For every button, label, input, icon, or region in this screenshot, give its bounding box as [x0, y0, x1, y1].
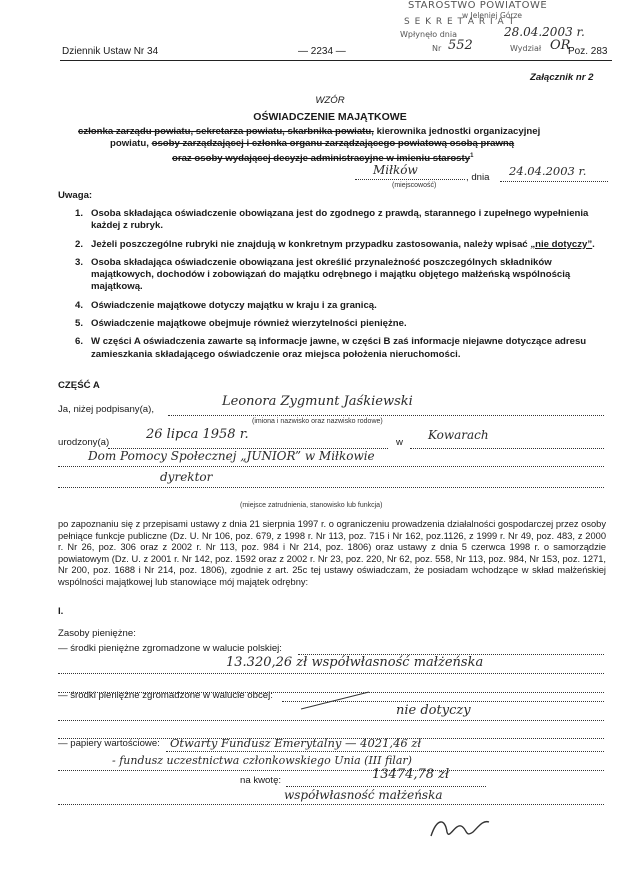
note-item-2: 2. Jeżeli poszczególne rubryki nie znajdują w konkretnym przypadku zastosowania, należy wpisać „nie dotyczy”. — [75, 238, 595, 250]
stamp-line-office: STAROSTWO POWIATOWE — [408, 0, 548, 11]
stamp-number-value: 552 — [448, 38, 473, 53]
position-line — [58, 487, 604, 488]
workplace-value: Dom Pomocy Społecznej „JUNIOR” w Miłkowie — [88, 449, 375, 463]
securities-value-2: - fundusz uczestnictwa członkowskiego Unia (III filar) — [112, 754, 412, 767]
stamp-line-city: w Jeleniej Górze — [462, 11, 522, 20]
signer-label: Ja, niżej podpisany(a), — [58, 404, 154, 415]
note-item-6: 6. W części A oświadczenia zawarte są informacje jawne, w części B zaś informacje niejawne dotyczące adresu zamieszkania składającego oświadczenie oraz miejsca położenia nieruchomości. — [75, 336, 587, 360]
amount-line — [286, 786, 486, 787]
header-rule — [60, 60, 612, 61]
born-label: urodzony(a) — [58, 437, 110, 448]
place-field — [355, 163, 465, 179]
securities-line-2 — [58, 770, 604, 771]
signer-dotted-line — [168, 415, 604, 416]
note-item-1: 1. Osoba składająca oświadczenie obowiązana jest do zgodnego z prawdą, starannego i zupełnego wypełnienia każdej z rubryk. — [75, 208, 589, 232]
workplace-line — [58, 466, 604, 467]
template-label: WZÓR — [315, 95, 345, 106]
amount-label: na kwotę: — [240, 775, 282, 786]
signature-mark — [425, 806, 495, 846]
subtitle-struck-officials: członka zarządu powiatu, sekretarza powiatu, skarbnika powiatu, — [78, 126, 374, 137]
foreign-funds-value: nie dotyczy — [396, 703, 471, 718]
securities-line-1 — [166, 751, 604, 752]
amount-value: 13474,78 zł — [372, 767, 450, 782]
subtitle-line-2 — [110, 138, 610, 150]
journal-name: Dziennik Ustaw Nr 34 — [62, 46, 159, 57]
subtitle-struck-decision-makers: oraz osoby wydającej decyzje administracyjne w imieniu starosty — [172, 153, 471, 165]
note-item-4: 4. Oświadczenie majątkowe dotyczy majątku w kraju i za granicą. — [75, 299, 377, 311]
date-dotted-line — [500, 181, 608, 182]
journal-position: Poz. 283 — [568, 46, 608, 57]
place-dotted-line — [355, 179, 465, 180]
annex-label: Załącznik nr 2 — [530, 72, 594, 83]
legal-basis-paragraph: po zapoznaniu się z przepisami ustawy z dnia 21 sierpnia 1997 r. o ograniczeniu prowadzenia działalności gospodarczej przez osoby pełniące funkcje publiczne (Dz. U. Nr 106, poz. 679, z 1998 r. Nr 113, poz. 715 i Nr 162, poz.1126, z 1999 r. Nr 49, poz. 483, z 2000 r. Nr 26, poz. 306 oraz z 2002 r. Nr 113, poz. 984 i Nr 214, poz. 1806) oraz ustawy z dnia 5 czerwca 1998 r. o samorządzie powiatowym (Dz. U. z 2001 r. Nr 142, poz. 1592 oraz z 2002 r. Nr 23, poz. 220, Nr 62, poz. 558, Nr 113, poz. 984, Nr 153, poz. 1271, Nr 200, poz. 1688 i Nr 214, poz. 1806), zgodnie z art. 25c tej ustawy oświadczam, że posiadam wchodzące w skład małżeńskiej wspólności majątkowej lub stanowiące mój majątek odrębny: — [58, 519, 606, 587]
position-value: dyrektor — [160, 470, 213, 484]
stamp-department-value: OR — [550, 38, 571, 53]
pln-funds-value: 13.320,26 zł współwłasność małżeńska — [226, 655, 484, 670]
notes-heading: Uwaga: — [58, 190, 93, 201]
notes-list — [75, 208, 603, 367]
stamp-department-label: Wydział — [510, 44, 542, 53]
born-date: 26 lipca 1958 r. — [146, 427, 249, 442]
ownership-note: współwłasność małżeńska — [284, 788, 443, 802]
note-item-5: 5. Oświadczenie majątkowe obejmuje również wierzytelności pieniężne. — [75, 318, 407, 330]
pln-funds-label: — środki pieniężne zgromadzone w walucie polskiej: — [58, 643, 282, 654]
stamp-received-label: Wpłynęło dnia — [400, 30, 457, 39]
date-value: 24.04.2003 r. — [509, 164, 587, 178]
signer-caption: (imiona i nazwisko oraz nazwisko rodowe) — [252, 418, 383, 425]
securities-value-1: Otwarty Fundusz Emerytalny — 4021,46 zł — [170, 736, 422, 750]
subtitle-footnote-marker: 1 — [470, 153, 474, 159]
securities-label: — papiery wartościowe: — [58, 738, 160, 749]
stamp-number-label: Nr — [432, 44, 442, 53]
section-1-heading: Zasoby pieniężne: — [58, 628, 136, 639]
place-caption: (miejscowość) — [392, 182, 437, 189]
born-place: Kowarach — [428, 428, 489, 442]
born-place-line — [410, 448, 604, 449]
note-item-3: 3. Osoba składająca oświadczenie obowiązana jest określić przynależność poszczególnych składników majątkowych, dochodów i zobowiązań do majątku odrębnego i majątku objętego małżeńską wspólnością majątkową. — [75, 256, 571, 293]
stamp-line-secretariat: S E K R E T A R I A T — [404, 17, 516, 27]
document-title: OŚWIADCZENIE MAJĄTKOWE — [253, 111, 407, 123]
foreign-funds-label: — środki pieniężne zgromadzone w walucie obcej: — [58, 690, 273, 701]
subtitle-struck-managers: osoby zarządzającej i członka organu zarządzającego powiatową osobą prawną — [151, 138, 515, 149]
stamp-received-date: 28.04.2003 r. — [504, 25, 585, 39]
part-a-heading: CZĘŚĆ A — [58, 380, 100, 391]
born-in-label: w — [396, 437, 403, 448]
date-label: , dnia — [466, 172, 490, 183]
signer-name: Leonora Zygmunt Jaśkiewski — [222, 394, 413, 409]
pln-funds-line-2 — [58, 673, 604, 674]
place-value: Miłków — [373, 163, 418, 177]
foreign-funds-line-2 — [58, 720, 604, 721]
journal-page: — 2234 — — [298, 46, 346, 57]
subtitle-county: powiatu, — [110, 138, 149, 149]
subtitle-unit-manager: kierownika jednostki organizacyjnej — [376, 126, 541, 137]
subtitle-line-1 — [78, 126, 598, 138]
section-1-numeral: I. — [58, 606, 64, 617]
work-caption: (miejsce zatrudnienia, stanowisko lub funkcja) — [240, 502, 383, 509]
ownership-line — [58, 804, 604, 805]
